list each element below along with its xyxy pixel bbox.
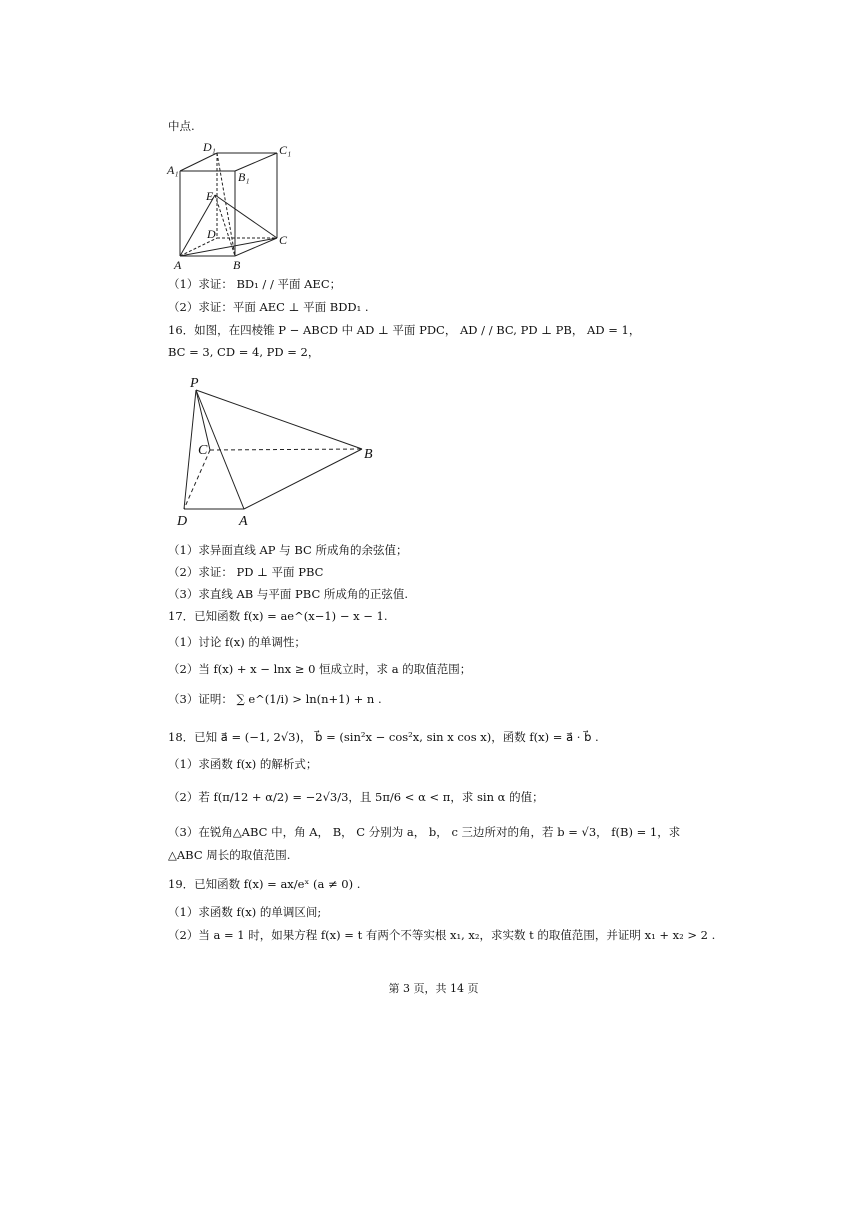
p17-q1: （1）讨论 f(x) 的单调性； [168, 635, 306, 649]
p18-q3-a: （3）在锐角△ABC 中，角 A， B， C 分别为 a， b， c 三边所对的角，若 b = √3， f(B) = 1，求 [168, 825, 681, 839]
p19-stem: 19．已知函数 f(x) = ax/eˣ (a ≠ 0) . [168, 877, 361, 891]
cube-figure [165, 138, 300, 273]
label-C2: C [198, 443, 208, 458]
label-E: E [206, 189, 214, 203]
p17-q2: （2）当 f(x) + x − lnx ≥ 0 恒成立时，求 a 的取值范围； [168, 662, 472, 676]
label-P: P [190, 376, 199, 391]
label-D2: D [177, 514, 188, 529]
pyramid-figure [172, 372, 387, 532]
label-B1: B₁ [238, 170, 250, 184]
p16-stem-2: BC = 3, CD = 4, PD = 2， [168, 345, 320, 359]
label-A: A [174, 258, 182, 272]
p16-q1: （1）求异面直线 AP 与 BC 所成角的余弦值； [168, 543, 408, 557]
p18-q3-b: △ABC 周长的取值范围. [168, 848, 291, 862]
p16-q3: （3）求直线 AB 与平面 PBC 所成角的正弦值. [168, 587, 409, 601]
p1-q1: （1）求证： BD₁ / / 平面 AEC； [168, 277, 342, 291]
label-C: C [279, 233, 288, 247]
p1-q2: （2）求证：平面 AEC ⊥ 平面 BDD₁ . [168, 300, 369, 314]
p18-q2: （2）若 f(π/12 + α/2) = −2√3/3，且 5π/6 < α < π，求 sin α 的值； [168, 790, 544, 804]
p18-q1: （1）求函数 f(x) 的解析式； [168, 757, 318, 771]
p17-stem: 17．已知函数 f(x) = ae^(x−1) − x − 1. [168, 609, 388, 623]
p19-q2: （2）当 a = 1 时，如果方程 f(x) = t 有两个不等实根 x₁, x₂，求实数 t 的取值范围，并证明 x₁ + x₂ > 2 . [168, 928, 716, 942]
p18-stem: 18．已知 a⃗ = (−1, 2√3)， b⃗ = (sin²x − cos²x, sin x cos x)，函数 f(x) = a⃗ · b⃗ . [168, 730, 599, 744]
p19-q1: （1）求函数 f(x) 的单调区间; [168, 905, 322, 919]
label-A2: A [239, 514, 248, 529]
label-C1: C₁ [279, 143, 292, 157]
label-D: D [207, 227, 216, 241]
label-A1: A₁ [167, 163, 179, 177]
p16-stem-1: 16．如图，在四棱锥 P − ABCD 中 AD ⊥ 平面 PDC， AD / / BC, PD ⊥ PB， AD = 1， [168, 323, 641, 337]
label-B2: B [364, 447, 373, 462]
page-footer: 第 3 页，共 14 页 [388, 982, 479, 995]
p16-q2: （2）求证： PD ⊥ 平面 PBC [168, 565, 324, 579]
label-D1: D₁ [203, 140, 216, 154]
p17-q3: （3）证明： ∑ e^(1/i) > ln(n+1) + n . [168, 692, 382, 706]
label-B: B [233, 258, 241, 272]
lead-text: 中点. [168, 119, 195, 133]
